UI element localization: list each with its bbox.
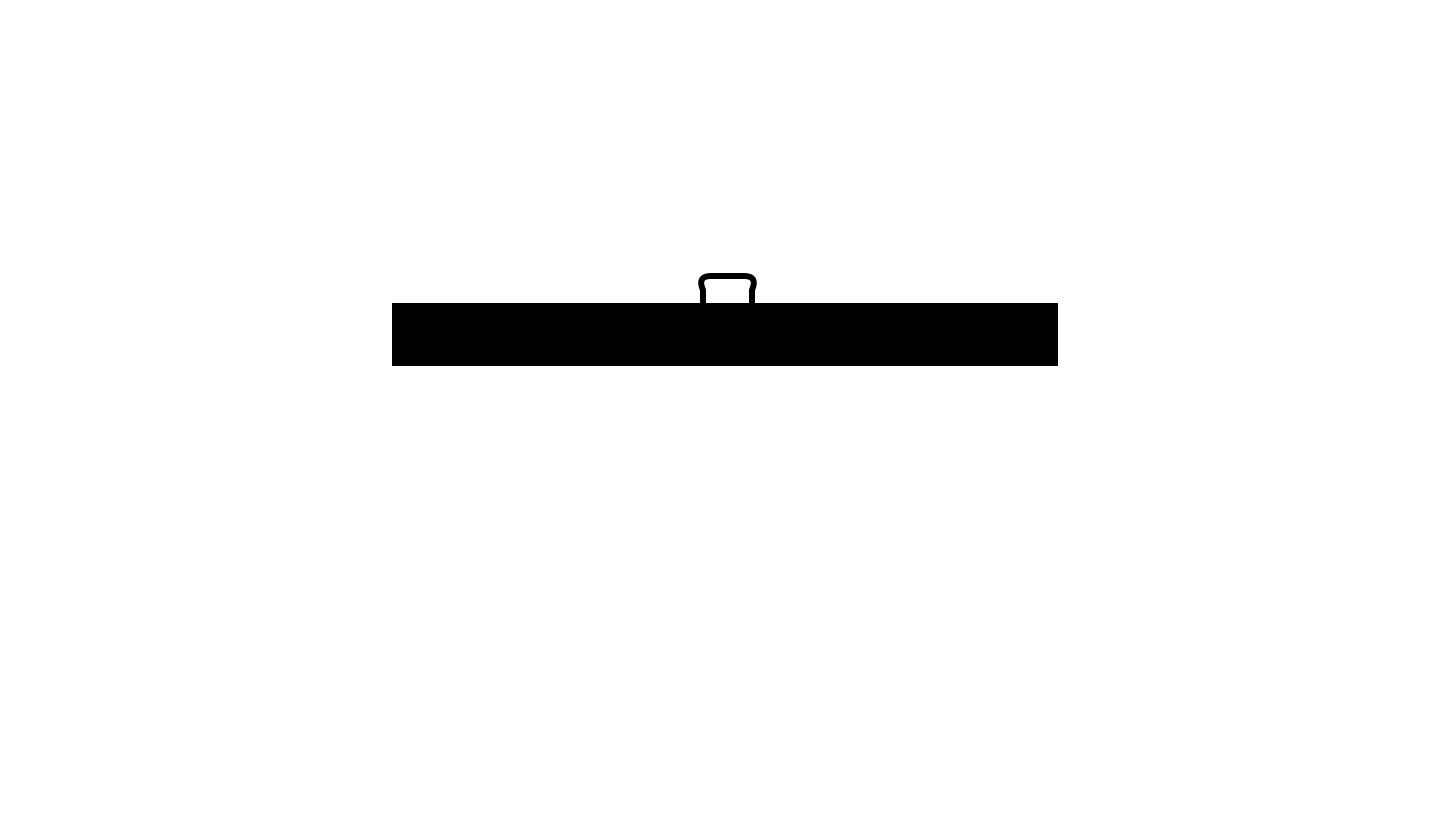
connector-body	[392, 303, 1058, 366]
connector-lock-tab	[701, 276, 754, 303]
connector-housing	[392, 276, 1058, 366]
